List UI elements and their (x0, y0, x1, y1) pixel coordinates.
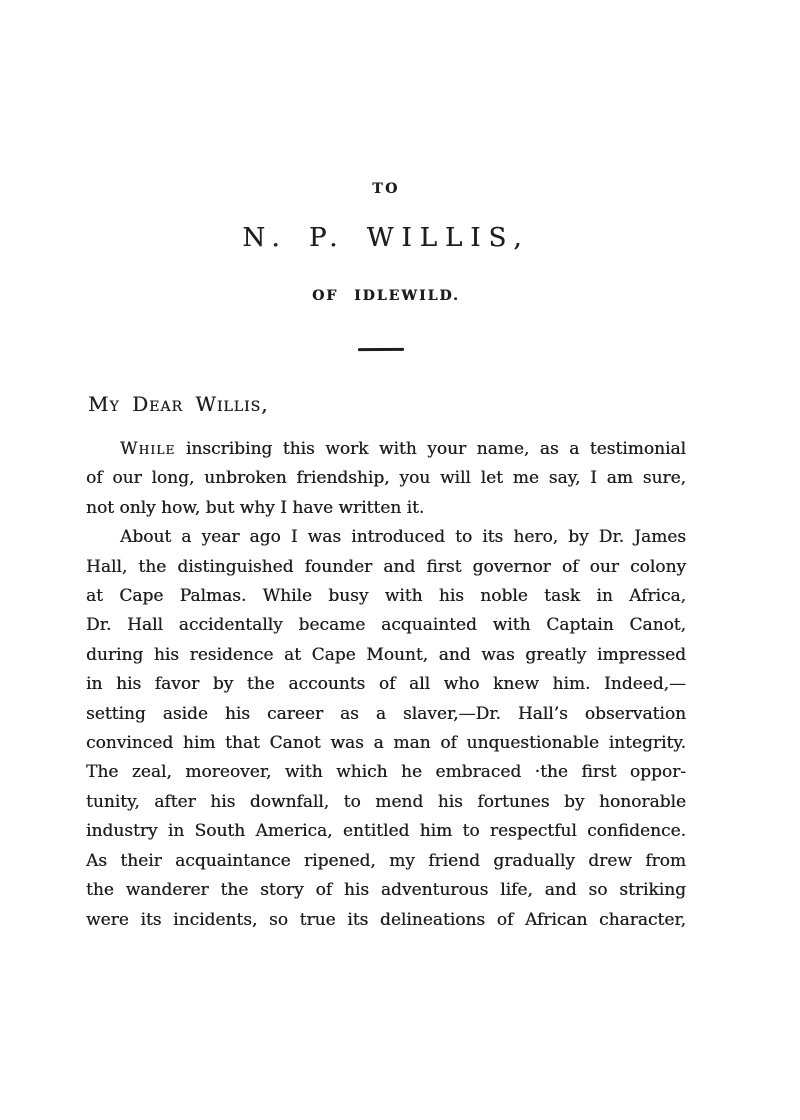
page-content (86, 0, 686, 1120)
salutation: My Dear Willis, (88, 392, 269, 416)
text-line: About a year ago I was introduced to its hero, by Dr. James (120, 527, 686, 548)
text-line: the wanderer the story of his adventurous life, and so striking (86, 880, 686, 901)
text-line (86, 435, 686, 464)
text-line: tunity, after his downfall, to mend his fortunes by honorable (86, 791, 686, 812)
dedication-to-label: TO (372, 181, 400, 197)
letter-body (86, 435, 686, 935)
dedicatee-name: N. P. WILLIS, (242, 223, 530, 253)
text-line: As their acquaintance ripened, my friend gradually drew from (86, 850, 686, 871)
dedicatee-place: OF IDLEWILD. (312, 288, 460, 304)
text-line: industry in South America, entitled him to respectful confidence. (86, 821, 686, 842)
text-line: convinced him that Canot was a man of unquestionable integrity. (86, 733, 686, 754)
text-line: The zeal, moreover, with which he embraced ·the first oppor- (86, 762, 686, 783)
section-divider-rule (358, 348, 404, 351)
text-line: of our long, unbroken friendship, you will let me say, I am sure, (86, 468, 686, 489)
text-span: inscribing this work with your name, as a testimonial (175, 439, 686, 459)
text-line: during his residence at Cape Mount, and was greatly impressed (86, 644, 686, 665)
lead-word: While (120, 439, 176, 459)
text-line: Hall, the distinguished founder and first governor of our colony (86, 556, 686, 577)
text-line: in his favor by the accounts of all who knew him. Indeed,— (86, 674, 686, 695)
text-line: Dr. Hall accidentally became acquainted with Captain Canot, (86, 615, 686, 636)
text-line: at Cape Palmas. While busy with his noble task in Africa, (86, 586, 686, 607)
text-line: not only how, but why I have written it. (86, 497, 425, 518)
text-line: setting aside his career as a slaver,—Dr. Hall’s observation (86, 703, 686, 724)
text-line: were its incidents, so true its delineations of African character, (86, 909, 686, 930)
